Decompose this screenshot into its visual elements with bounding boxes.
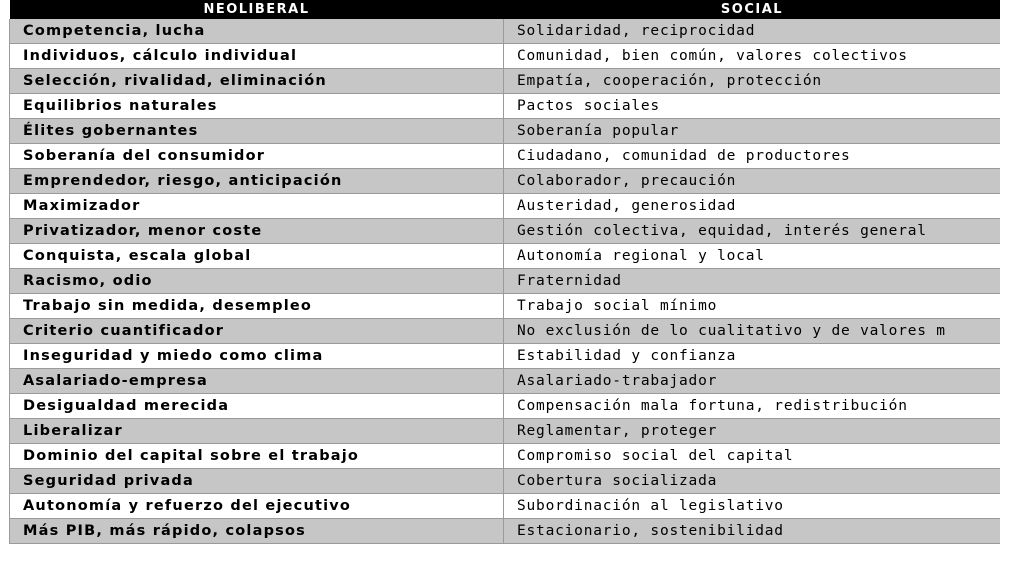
neoliberal-cell: Asalariado-empresa	[10, 369, 504, 394]
table-header-row	[10, 0, 1001, 19]
social-cell: Compromiso social del capital	[504, 444, 1001, 469]
table-row	[10, 119, 1001, 144]
neoliberal-cell: Más PIB, más rápido, colapsos	[10, 519, 504, 544]
neoliberal-cell: Dominio del capital sobre el trabajo	[10, 444, 504, 469]
table-row	[10, 94, 1001, 119]
social-cell: Compensación mala fortuna, redistribución	[504, 394, 1001, 419]
social-cell: Cobertura socializada	[504, 469, 1001, 494]
neoliberal-cell: Racismo, odio	[10, 269, 504, 294]
social-cell: Estacionario, sostenibilidad	[504, 519, 1001, 544]
social-cell: Subordinación al legislativo	[504, 494, 1001, 519]
social-cell: Trabajo social mínimo	[504, 294, 1001, 319]
table-row	[10, 19, 1001, 44]
table-row	[10, 519, 1001, 544]
neoliberal-cell: Maximizador	[10, 194, 504, 219]
table-row	[10, 419, 1001, 444]
neoliberal-cell: Equilibrios naturales	[10, 94, 504, 119]
social-cell: Soberanía popular	[504, 119, 1001, 144]
table-row	[10, 494, 1001, 519]
neoliberal-cell: Autonomía y refuerzo del ejecutivo	[10, 494, 504, 519]
social-cell: Asalariado-trabajador	[504, 369, 1001, 394]
neoliberal-cell: Élites gobernantes	[10, 119, 504, 144]
table-row	[10, 244, 1001, 269]
table-row	[10, 69, 1001, 94]
social-cell: Reglamentar, proteger	[504, 419, 1001, 444]
comparison-table-container	[9, 0, 1000, 544]
table-row	[10, 294, 1001, 319]
table-row	[10, 269, 1001, 294]
table-row	[10, 444, 1001, 469]
table-row	[10, 194, 1001, 219]
neoliberal-cell: Selección, rivalidad, eliminación	[10, 69, 504, 94]
neoliberal-cell: Liberalizar	[10, 419, 504, 444]
social-cell: Gestión colectiva, equidad, interés general	[504, 219, 1001, 244]
neoliberal-cell: Individuos, cálculo individual	[10, 44, 504, 69]
social-cell: Austeridad, generosidad	[504, 194, 1001, 219]
social-cell: Comunidad, bien común, valores colectivos	[504, 44, 1001, 69]
social-cell: Ciudadano, comunidad de productores	[504, 144, 1001, 169]
table-row	[10, 319, 1001, 344]
header-neoliberal: NEOLIBERAL	[10, 0, 504, 19]
social-cell: Colaborador, precaución	[504, 169, 1001, 194]
table-row	[10, 144, 1001, 169]
table-row	[10, 469, 1001, 494]
table-row	[10, 219, 1001, 244]
header-social: SOCIAL	[504, 0, 1001, 19]
neoliberal-cell: Conquista, escala global	[10, 244, 504, 269]
neoliberal-cell: Trabajo sin medida, desempleo	[10, 294, 504, 319]
social-cell: Empatía, cooperación, protección	[504, 69, 1001, 94]
neoliberal-cell: Competencia, lucha	[10, 19, 504, 44]
neoliberal-cell: Criterio cuantificador	[10, 319, 504, 344]
table-row	[10, 369, 1001, 394]
neoliberal-cell: Desigualdad merecida	[10, 394, 504, 419]
table-row	[10, 169, 1001, 194]
social-cell: Fraternidad	[504, 269, 1001, 294]
social-cell: Solidaridad, reciprocidad	[504, 19, 1001, 44]
table-row	[10, 394, 1001, 419]
social-cell: No exclusión de lo cualitativo y de valores m	[504, 319, 1001, 344]
social-cell: Estabilidad y confianza	[504, 344, 1001, 369]
table-row	[10, 344, 1001, 369]
neoliberal-cell: Privatizador, menor coste	[10, 219, 504, 244]
social-cell: Autonomía regional y local	[504, 244, 1001, 269]
neoliberal-cell: Emprendedor, riesgo, anticipación	[10, 169, 504, 194]
comparison-table	[9, 0, 1000, 544]
neoliberal-cell: Soberanía del consumidor	[10, 144, 504, 169]
neoliberal-cell: Inseguridad y miedo como clima	[10, 344, 504, 369]
social-cell: Pactos sociales	[504, 94, 1001, 119]
neoliberal-cell: Seguridad privada	[10, 469, 504, 494]
table-row	[10, 44, 1001, 69]
